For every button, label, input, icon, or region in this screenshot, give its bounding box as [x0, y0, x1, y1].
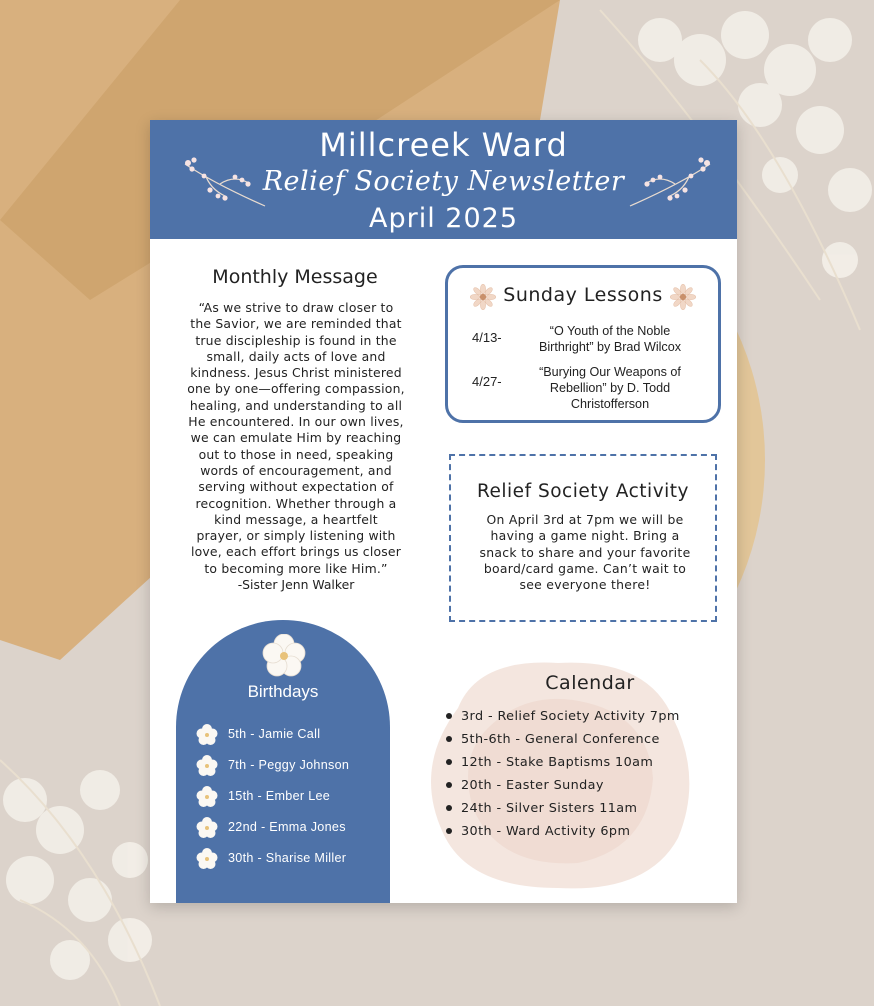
calendar-item-text: 3rd - Relief Society Activity 7pm: [461, 709, 680, 724]
activity-title: Relief Society Activity: [477, 481, 689, 502]
lesson-line: “O Youth of the Noble: [549, 324, 671, 338]
activity-body: [465, 512, 705, 593]
calendar-item-text: 5th-6th - General Conference: [461, 732, 660, 747]
lesson-line: Christofferson: [570, 397, 650, 411]
message-line: we can emulate Him by reaching: [190, 430, 402, 446]
newsletter-date: April 2025: [368, 203, 518, 234]
lesson-date: 4/27-: [472, 374, 502, 389]
birthdays-title: Birthdays: [247, 682, 319, 701]
calendar-item: [446, 728, 736, 751]
white-flower-icon: [196, 755, 218, 777]
message-line: recognition. Whether through a: [195, 495, 397, 511]
bullet-icon: [446, 805, 452, 811]
message-line: He encountered. In our own lives,: [188, 414, 404, 430]
ward-title: Millcreek Ward: [319, 126, 568, 164]
white-flower-icon: [196, 724, 218, 746]
daisy-icon: [670, 284, 696, 310]
white-flower-icon: [262, 634, 306, 678]
message-line: true discipleship is found in the: [195, 332, 397, 348]
newsletter-page: [150, 120, 737, 903]
calendar-item-text: 20th - Easter Sunday: [461, 778, 604, 793]
message-line: serving without expectation of: [198, 479, 394, 495]
birthday-text: 30th - Sharise Miller: [228, 851, 347, 865]
white-flower-icon: [196, 848, 218, 870]
lesson-title: [520, 364, 700, 412]
calendar-item-text: 24th - Silver Sisters 11am: [461, 801, 638, 816]
birthday-text: 22nd - Emma Jones: [228, 820, 346, 834]
bullet-icon: [446, 759, 452, 765]
lesson-title: [520, 323, 700, 355]
monthly-message-title: Monthly Message: [212, 266, 378, 288]
message-line: love, each effort brings us closer: [190, 544, 402, 560]
message-line: “As we strive to draw closer to: [198, 300, 394, 315]
newsletter-subtitle: Relief Society Newsletter: [262, 166, 625, 197]
birthdays-panel: [176, 620, 390, 903]
calendar-item-text: 12th - Stake Baptisms 10am: [461, 755, 654, 770]
message-line: kind message, a heartfelt: [214, 511, 378, 527]
white-flower-icon: [196, 786, 218, 808]
sunday-lessons-title: Sunday Lessons: [503, 284, 663, 306]
sunday-lessons-box: [445, 265, 721, 423]
calendar-item-text: 30th - Ward Activity 6pm: [461, 824, 631, 839]
calendar-item: [446, 705, 736, 728]
lesson-line: Rebellion” by D. Todd: [549, 381, 671, 395]
white-flower-icon: [196, 817, 218, 839]
message-line: words of encouragement, and: [200, 462, 392, 478]
lesson-line: Birthright” by Brad Wilcox: [538, 340, 682, 354]
activity-line: board/card game. Can’t wait to: [483, 560, 687, 576]
calendar-title: Calendar: [545, 672, 635, 694]
message-signature: -Sister Jenn Walker: [237, 577, 355, 592]
bullet-icon: [446, 713, 452, 719]
message-line: small, daily acts of love and: [206, 348, 386, 364]
bullet-icon: [446, 828, 452, 834]
message-line: the Savior, we are reminded that: [190, 316, 402, 332]
birthday-text: 7th - Peggy Johnson: [228, 758, 350, 772]
activity-line: having a game night. Bring a: [490, 528, 680, 544]
activity-line: On April 3rd at 7pm we will be: [486, 512, 684, 527]
birthday-text: 15th - Ember Lee: [228, 789, 331, 803]
calendar-list: [446, 705, 736, 843]
calendar-item: [446, 820, 736, 843]
bullet-icon: [446, 736, 452, 742]
message-line: healing, and understanding to all: [189, 397, 403, 413]
message-line: to becoming more like Him.”: [204, 560, 388, 576]
monthly-message-body: [176, 300, 416, 577]
lesson-line: “Burying Our Weapons of: [539, 365, 681, 379]
newsletter-header: [150, 120, 737, 239]
calendar-item: [446, 751, 736, 774]
lesson-date: 4/13-: [472, 330, 502, 345]
message-line: kindness. Jesus Christ ministered: [190, 365, 402, 381]
activity-line: snack to share and your favorite: [479, 544, 691, 560]
activity-line: see everyone there!: [519, 577, 651, 593]
birthday-text: 5th - Jamie Call: [228, 727, 321, 741]
message-line: out to those in need, speaking: [198, 446, 394, 462]
message-line: prayer, or simply listening with: [196, 528, 396, 544]
activity-box: [449, 454, 717, 622]
bullet-icon: [446, 782, 452, 788]
calendar-item: [446, 774, 736, 797]
calendar-item: [446, 797, 736, 820]
message-line: one by one—offering compassion,: [187, 381, 405, 397]
